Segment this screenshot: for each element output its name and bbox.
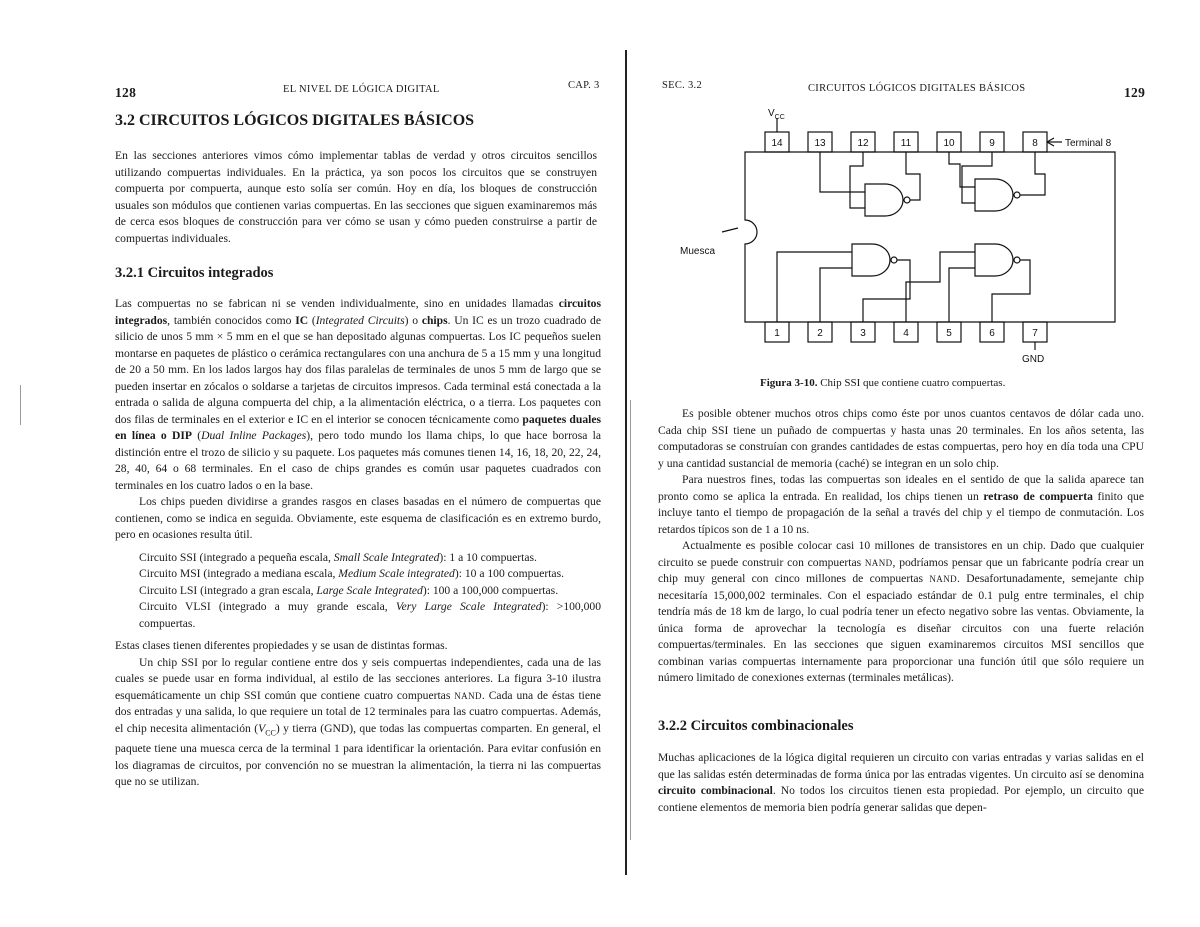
list-item: Circuito VLSI (integrado a muy grande escala, Very Large Scale Integrated): >100,000 compuertas. bbox=[139, 600, 602, 630]
paragraph-ssi: Un chip SSI por lo regular contiene entre dos y seis compuertas independientes, cada una de las cuales se puede usar en forma individual, al estilo de las secciones anteriores. La figura 3-10 ilustra esquemáticamente un chip SSI común que contiene cuatro compuertas NAND. Cada una de éstas tiene dos entradas y una salida, lo que requiere un total de 12 terminales para las cuatro compuertas. Además, el chip necesita alimentación $(V_{CC})$ y tierra (GND), que todas las compuertas comparten. En general, el paquete tiene una muesca cerca de la terminal 1 para identificar la orientación. Para evitar confusión en los diagramas de circuitos, por convención no se muestran la alimentación, la tierra ni las compuertas que no se utilizan. bbox=[115, 655, 601, 789]
pin-label: 7 bbox=[1032, 328, 1038, 339]
paragraph-delay: Para nuestros fines, todas las compuertas son ideales en el sentido de que la salida aparece tan pronto como se aplica la entrada. En realidad, los chips tienen un retraso de compuerta finito que incluye tanto el tiempo de propagación de la señal a través del chip y el tiempo de conmutación. Los retardos típicos son de 1 a 10 ns. bbox=[658, 473, 1144, 536]
section-title: 3.2 CIRCUITOS LÓGICOS DIGITALES BÁSICOS bbox=[115, 112, 475, 129]
intro-paragraph bbox=[115, 148, 597, 247]
subsection-title: 3.2.2 Circuitos combinacionales bbox=[658, 718, 854, 734]
vcc-label: $V_{CC}$ bbox=[768, 108, 785, 121]
classification-list bbox=[115, 550, 601, 633]
body-column bbox=[115, 296, 601, 791]
pin-label: 11 bbox=[900, 138, 912, 149]
nand-gate bbox=[975, 179, 1013, 211]
chapter-label: CAP. 3 bbox=[568, 80, 600, 91]
nand-gate bbox=[852, 244, 890, 276]
gnd-label: GND bbox=[1022, 354, 1045, 365]
notch-label: Muesca bbox=[680, 246, 716, 257]
paragraph-ic: Las compuertas no se fabrican ni se venden individualmente, sino en unidades llamadas circuitos integrados, también conocidos como IC (Integrated Circuits) o chips. Un IC es un trozo cuadrado de silicio de unos 5 mm × 5 mm en el que se han depositado algunas compuertas. Los IC pequeños suelen montarse en paquetes de plástico o cerámica rectangulares con una anchura de 5 a 15 mm y una longitud de 20 a 50 mm. En los lados largos hay dos filas paralelas de terminales de unos 5 mm de largo que se pueden insertar en zócalos o soldarse a tarjetas de circuitos impresos. Cada terminal está conectada a la entrada o salida de alguna compuerta del chip, a la alimentación eléctrica, o a tierra. Los paquetes con dos filas de terminales en el exterior e IC en el interior se conocen técnicamente como paquetes duales en línea o DIP (Dual Inline Packages), pero todo mundo los llama chips, lo que hace borrosa la distinción entre el trozo de silicio y su paquete. Los paquetes más comunes tienen 14, 16, 18, 20, 22, 24, 28, 40, 64 o 68 terminales. En el caso de chips grandes es común usar paquetes cuadrados con terminales en los cuatro lados o en la base. bbox=[115, 297, 602, 492]
pin-label: 2 bbox=[817, 328, 823, 339]
paragraph-transistors: Actualmente es posible colocar casi 10 millones de transistores en un chip. Dado que cualquier circuito se puede construir con compuertas NAND, podríamos pensar que un fabricante podría crear un chip muy general con cinco millones de compuertas NAND. Desafortunadamente, semejante chip necesitaría 15,000,002 terminales. Con el espaciado estándar de 0.1 pulg entre terminales, el chip tendría más de 18 km de largo, lo cual podría tener un efecto negativo sobre las ventas. Obviamente, la única forma de aprovechar la tecnología es diseñar circuitos con una fuerte relación compuertas/terminales. En las secciones que siguen examinaremos circuitos MSI sencillos que combinan varias compuertas internamente para proporcionar una función útil que sólo requiere un número limitado de conexiones externas (terminales metálicas). bbox=[658, 539, 1144, 684]
paragraph-combinational: Muchas aplicaciones de la lógica digital requieren un circuito con varias entradas y varias salidas en el que las salidas estén determinadas de forma única por las entradas vigentes. Un circuito así se denomina circuito combinacional. No todos los circuitos tienen esta propiedad. Por ejemplo, un circuito que contiene elementos de memoria bien podría generar salidas que depen- bbox=[658, 751, 1144, 814]
page-divider bbox=[625, 50, 627, 875]
body-column bbox=[658, 406, 1144, 687]
list-item: Circuito LSI (integrado a gran escala, Large Scale Integrated): 100 a 100,000 compuertas. bbox=[139, 583, 559, 597]
nand-gate bbox=[865, 184, 903, 216]
pin-label: 12 bbox=[857, 138, 869, 149]
pin-label: 4 bbox=[903, 328, 909, 339]
pin-label: 10 bbox=[943, 138, 955, 149]
right-page bbox=[630, 0, 1200, 927]
running-head: CIRCUITOS LÓGICOS DIGITALES BÁSICOS bbox=[808, 83, 1026, 94]
section-label: SEC. 3.2 bbox=[662, 80, 703, 91]
pin-label: 8 bbox=[1032, 138, 1038, 149]
chip-body bbox=[745, 152, 1115, 322]
pin-label: 13 bbox=[814, 138, 826, 149]
body-column bbox=[658, 750, 1144, 816]
terminal-8-label: Terminal 8 bbox=[1065, 138, 1112, 149]
pin-label: 14 bbox=[771, 138, 783, 149]
intro-text: En las secciones anteriores vimos cómo implementar tablas de verdad y otros circuitos sencillos utilizando compuertas individuales. En la práctica, ya son pocos los circuitos que se construyen compuerta por compuerta, aunque esto solía ser común. Hoy en día, los bloques de construcción usuales son módulos que contienen varias compuertas. En las secciones que siguen examinaremos más de cerca esos bloques de construcción para ver cómo se usan y cómo pueden construirse a partir de compuertas individuales. bbox=[115, 149, 597, 245]
paragraph-properties: Estas clases tienen diferentes propiedades y se usan de distintas formas. bbox=[115, 639, 448, 652]
running-head: EL NIVEL DE LÓGICA DIGITAL bbox=[283, 84, 440, 95]
pin-label: 1 bbox=[774, 328, 780, 339]
page-number: 128 bbox=[115, 85, 137, 100]
page-number: 129 bbox=[1124, 85, 1146, 100]
nand-gate bbox=[975, 244, 1013, 276]
paragraph-classes: Los chips pueden dividirse a grandes rasgos en clases basadas en el número de compuertas que contienen, como se indica en seguida. Obviamente, este esquema de clasificación es en extremo burdo, pero en ocasiones resulta útil. bbox=[115, 495, 601, 541]
pin-label: 6 bbox=[989, 328, 995, 339]
figure-caption: Figura 3-10. Chip SSI que contiene cuatro compuertas. bbox=[760, 377, 1006, 389]
list-item: Circuito SSI (integrado a pequeña escala, Small Scale Integrated): 1 a 10 compuertas. bbox=[139, 550, 537, 564]
pin-label: 9 bbox=[989, 138, 995, 149]
chip-diagram bbox=[670, 104, 1160, 366]
pin-label: 5 bbox=[946, 328, 952, 339]
pin-label: 3 bbox=[860, 328, 866, 339]
subsection-title: 3.2.1 Circuitos integrados bbox=[115, 265, 274, 281]
list-item: Circuito MSI (integrado a mediana escala, Medium Scale integrated): 10 a 100 compuertas. bbox=[139, 567, 564, 580]
paragraph-chips: Es posible obtener muchos otros chips como éste por unos cuantos centavos de dólar cada uno. Cada chip SSI tiene un puñado de compuertas y hasta unas 20 terminales. En los años setenta, las computadoras se construían con grandes cantidades de estas compuertas, pero hoy en día toda una CPU y una cantidad sustancial de memoria (caché) se integran en un solo chip. bbox=[658, 407, 1144, 470]
